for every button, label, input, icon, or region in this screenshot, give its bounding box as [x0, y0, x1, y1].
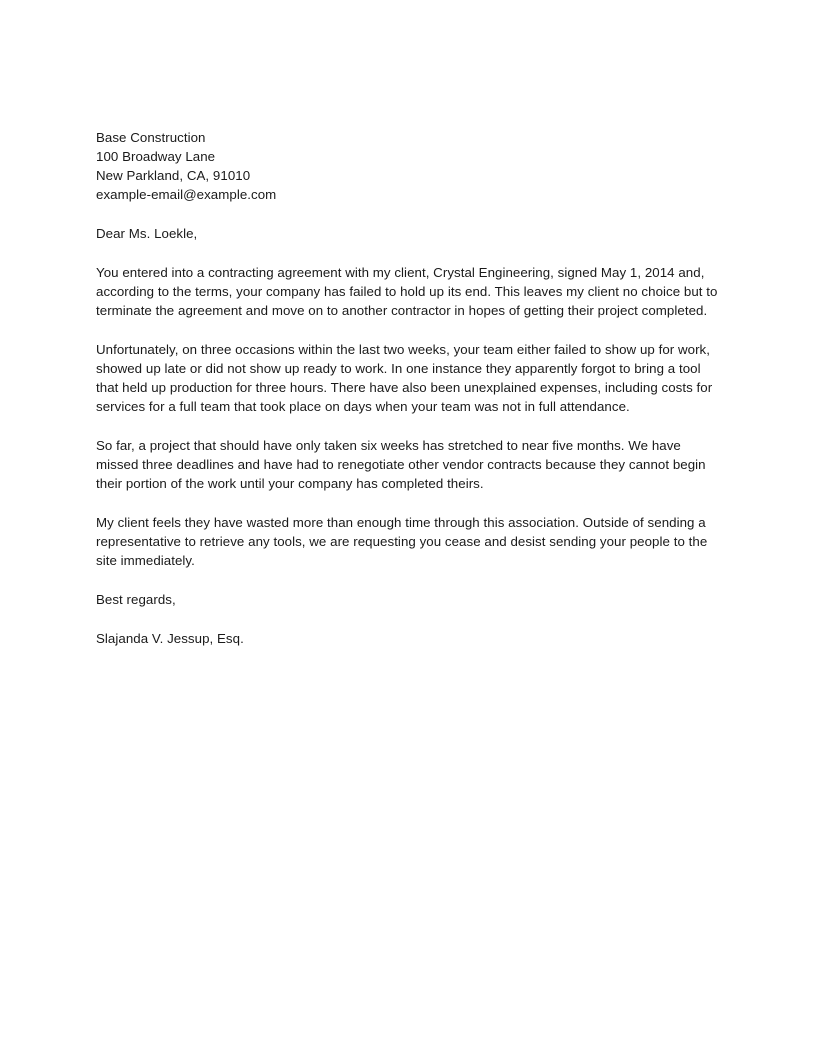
paragraph-1	[96, 263, 718, 320]
paragraph-line: site immediately.	[96, 553, 195, 568]
sender-street: 100 Broadway Lane	[96, 149, 216, 164]
paragraph-3	[96, 436, 706, 493]
paragraph-line: representative to retrieve any tools, we are requesting you cease and desist sending your people to the	[96, 534, 708, 549]
signature-name: Slajanda V. Jessup, Esq.	[96, 631, 244, 646]
paragraph-4	[96, 513, 706, 570]
paragraph-line: missed three deadlines and have had to renegotiate other vendor contracts because they cannot begin	[96, 457, 706, 472]
salutation: Dear Ms. Loekle,	[96, 226, 198, 241]
closing-block	[96, 590, 706, 609]
paragraph-line: terminate the agreement and move on to another contractor in hopes of getting their project completed.	[96, 303, 708, 318]
sender-company: Base Construction	[96, 130, 206, 145]
paragraph-line: So far, a project that should have only taken six weeks has stretched to near five months. We have	[96, 438, 681, 453]
paragraph-line: My client feels they have wasted more than enough time through this association. Outside of sending a	[96, 515, 706, 530]
closing: Best regards,	[96, 592, 176, 607]
sender-email: example-email@example.com	[96, 187, 277, 202]
salutation-block	[96, 224, 706, 243]
letter-body	[96, 128, 718, 668]
paragraph-line: their portion of the work until your company has completed theirs.	[96, 476, 484, 491]
sender-address-block	[96, 128, 706, 204]
paragraph-line: services for a full team that took place on days when your team was not in full attendance.	[96, 399, 630, 414]
sender-city-state-zip: New Parkland, CA, 91010	[96, 168, 251, 183]
signature-block	[96, 629, 706, 648]
paragraph-line: You entered into a contracting agreement with my client, Crystal Engineering, signed May 1, 2014 and,	[96, 265, 705, 280]
paragraph-line: showed up late or did not show up ready to work. In one instance they apparently forgot to bring a tool	[96, 361, 701, 376]
paragraph-2	[96, 340, 713, 416]
paragraph-line: according to the terms, your company has failed to hold up its end. This leaves my client no choice but to	[96, 284, 718, 299]
paragraph-line: Unfortunately, on three occasions within the last two weeks, your team either failed to show up for work,	[96, 342, 711, 357]
paragraph-line: that held up production for three hours. There have also been unexplained expenses, including costs for	[96, 380, 713, 395]
